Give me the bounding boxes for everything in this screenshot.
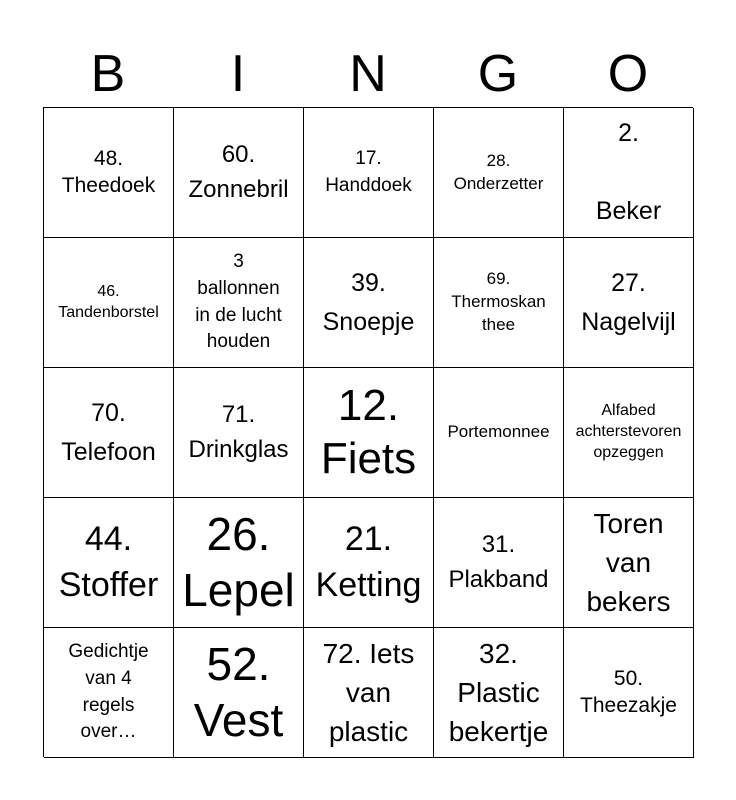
bingo-cell[interactable]: 72. Iets van plastic xyxy=(304,628,434,758)
bingo-cell[interactable]: 2. Beker xyxy=(564,108,694,238)
bingo-cell[interactable]: 12. Fiets xyxy=(304,368,434,498)
bingo-cell[interactable]: Gedichtje van 4 regels over… xyxy=(44,628,174,758)
bingo-cell[interactable]: 44. Stoffer xyxy=(44,498,174,628)
header-letter-g: G xyxy=(477,45,519,103)
bingo-cell[interactable]: 52. Vest xyxy=(174,628,304,758)
bingo-cell[interactable]: 71. Drinkglas xyxy=(174,368,304,498)
bingo-header xyxy=(43,40,693,108)
bingo-cell[interactable]: 27. Nagelvijl xyxy=(564,238,694,368)
bingo-cell[interactable]: 39. Snoepje xyxy=(304,238,434,368)
bingo-cell[interactable]: Portemonnee xyxy=(434,368,564,498)
bingo-cell[interactable]: 46. Tandenborstel xyxy=(44,238,174,368)
bingo-cell[interactable]: Toren van bekers xyxy=(564,498,694,628)
bingo-cell[interactable]: 3 ballonnen in de lucht houden xyxy=(174,238,304,368)
bingo-cell[interactable]: 50. Theezakje xyxy=(564,628,694,758)
bingo-cell[interactable]: 32. Plastic bekertje xyxy=(434,628,564,758)
bingo-cell[interactable]: 28. Onderzetter xyxy=(434,108,564,238)
bingo-cell[interactable]: 21. Ketting xyxy=(304,498,434,628)
bingo-cell[interactable]: 17. Handdoek xyxy=(304,108,434,238)
bingo-cell[interactable]: 48. Theedoek xyxy=(44,108,174,238)
header-letter-o: O xyxy=(607,45,649,103)
bingo-cell[interactable]: 31. Plakband xyxy=(434,498,564,628)
bingo-cell[interactable]: 60. Zonnebril xyxy=(174,108,304,238)
header-letter-n: N xyxy=(349,45,387,103)
bingo-cell[interactable]: 70. Telefoon xyxy=(44,368,174,498)
header-letter-i: I xyxy=(230,45,246,103)
bingo-grid xyxy=(43,107,693,757)
header-letter-b: B xyxy=(90,45,126,103)
bingo-cell[interactable]: Alfabed achterstevoren opzeggen xyxy=(564,368,694,498)
bingo-cell[interactable]: 69. Thermoskan thee xyxy=(434,238,564,368)
bingo-cell[interactable]: 26. Lepel xyxy=(174,498,304,628)
